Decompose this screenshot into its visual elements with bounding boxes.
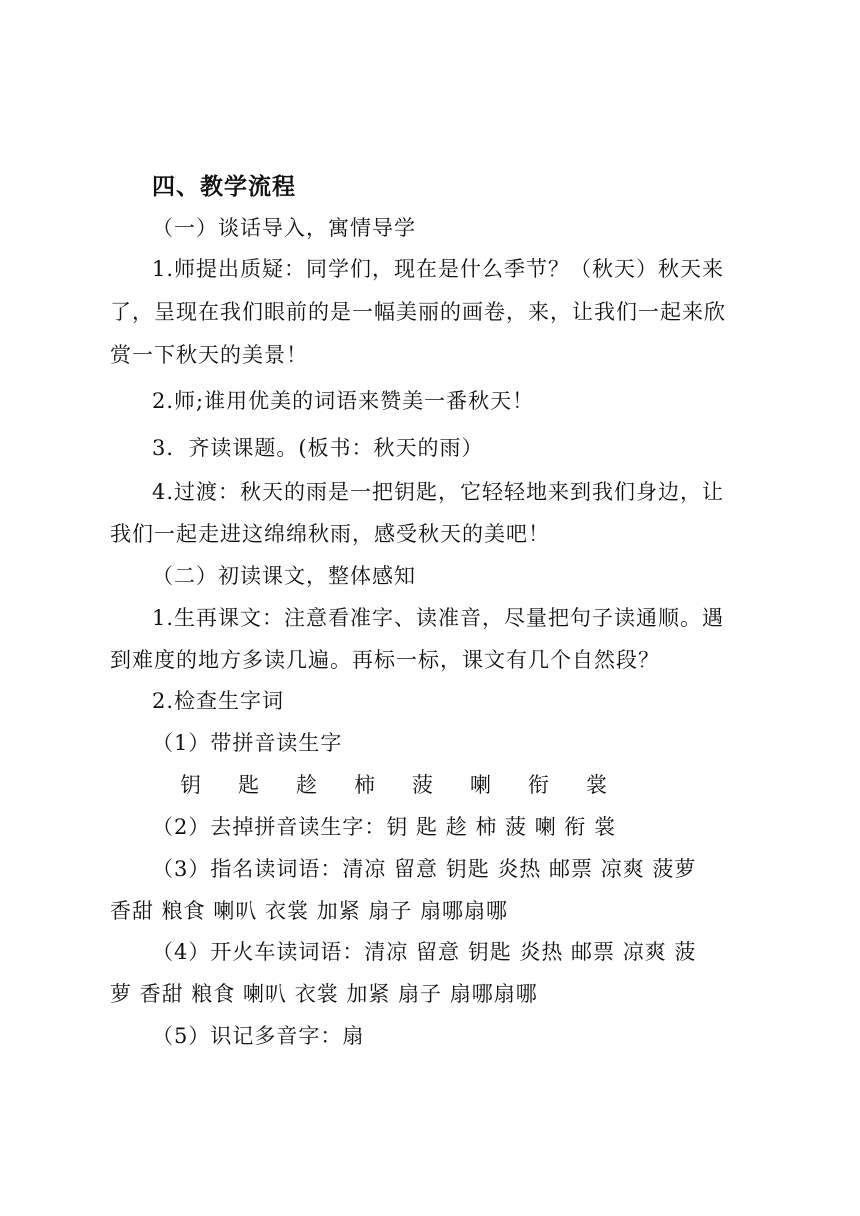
paragraph-1-line-1: 1.师提出质疑：同学们，现在是什么季节？（秋天）秋天来 (152, 257, 725, 281)
substep-1: （1）带拼音读生字 (152, 731, 343, 755)
section-heading: 四、教学流程 (152, 173, 296, 200)
paragraph-1-line-3: 赏一下秋天的美景！ (110, 343, 308, 367)
substep-3-line-1: （3）指名读词语：清凉 留意 钥匙 炎热 邮票 凉爽 菠萝 (152, 857, 697, 881)
substep-3-line-2: 香甜 粮食 喇叭 衣裳 加紧 扇子 扇哪扇哪 (110, 899, 509, 923)
char-item: 裳 (586, 773, 608, 797)
subsection-title-2: （二）初读课文，整体感知 (152, 564, 416, 588)
paragraph-3: 3．齐读课题。(板书：秋天的雨） (152, 436, 484, 460)
substep-2: （2）去掉拼音读生字：钥 匙 趁 柿 菠 喇 衔 裳 (152, 815, 617, 839)
step-1-line-2: 到难度的地方多读几遍。再标一标，课文有几个自然段？ (110, 648, 660, 672)
paragraph-1-line-2: 了，呈现在我们眼前的是一幅美丽的画卷，来，让我们一起来欣 (110, 300, 726, 324)
paragraph-4-line-1: 4.过渡：秋天的雨是一把钥匙，它轻轻地来到我们身边，让 (152, 480, 725, 504)
char-item: 钥 (180, 773, 202, 797)
substep-4-line-2: 萝 香甜 粮食 喇叭 衣裳 加紧 扇子 扇哪扇哪 (110, 982, 538, 1006)
character-list (180, 770, 830, 800)
step-1-line-1: 1.生再课文：注意看准字、读准音，尽量把句子读通顺。遇 (152, 606, 725, 630)
char-item: 柿 (354, 773, 376, 797)
char-item: 匙 (238, 773, 260, 797)
char-item: 趁 (296, 773, 318, 797)
substep-5: （5）识记多音字：扇 (152, 1024, 365, 1048)
subsection-title-1: （一）谈话导入，寓情导学 (152, 216, 416, 240)
substep-4-line-1: （4）开火车读词语：清凉 留意 钥匙 炎热 邮票 凉爽 菠 (152, 940, 697, 964)
paragraph-2: 2.师;谁用优美的词语来赞美一番秋天！ (152, 389, 535, 413)
step-2: 2.检查生字词 (152, 689, 285, 713)
char-item: 衔 (528, 773, 550, 797)
char-item: 菠 (412, 773, 434, 797)
paragraph-4-line-2: 我们一起走进这绵绵秋雨，感受秋天的美吧！ (110, 522, 550, 546)
char-item: 喇 (470, 773, 492, 797)
